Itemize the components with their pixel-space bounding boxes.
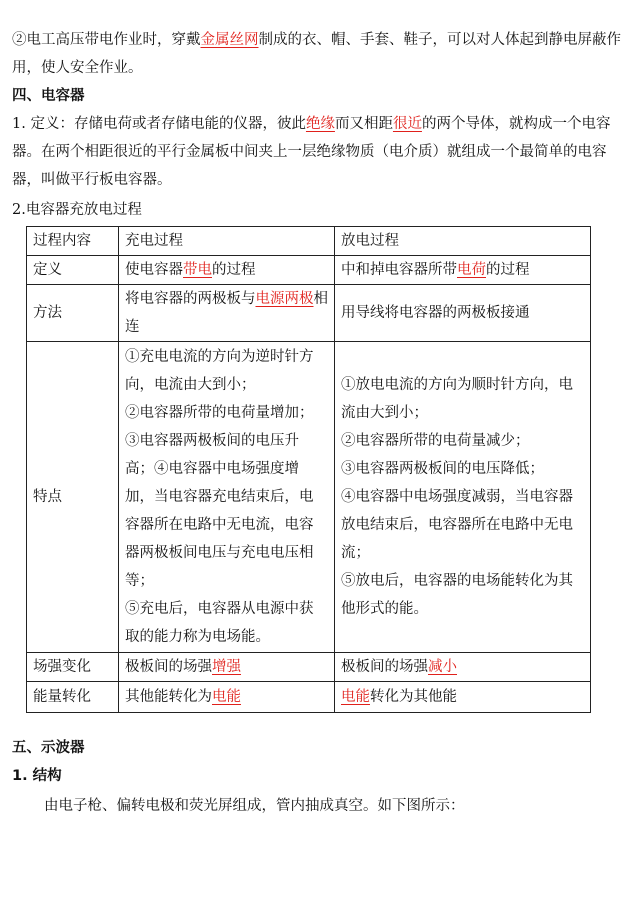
discharge-energy-term: 电能 bbox=[341, 689, 370, 705]
table-row-energy bbox=[27, 682, 591, 713]
table-row-features bbox=[27, 342, 591, 653]
discharge-feature-line: 他形式的能。 bbox=[341, 601, 428, 617]
table-header-row bbox=[27, 227, 591, 256]
charge-def-term: 带电 bbox=[183, 262, 212, 278]
discharge-def-pre: 中和掉电容器所带 bbox=[341, 262, 457, 278]
charge-feature-line: ③电容器两极板间的电压升 bbox=[125, 433, 299, 449]
charge-energy-cell bbox=[119, 682, 335, 713]
section-capacitor-heading: 四、电容器 bbox=[12, 88, 85, 104]
discharge-def-term: 电荷 bbox=[457, 262, 486, 278]
charge-method-pre: 将电容器的两极板与 bbox=[125, 291, 256, 307]
row-label-definition: 定义 bbox=[27, 256, 119, 285]
charge-feature-line: 容器所在电路中无电流，电容 bbox=[125, 517, 314, 533]
charge-method-cell bbox=[119, 285, 335, 342]
charge-field-term: 增强 bbox=[212, 659, 241, 675]
discharge-feature-line: 放电结束后，电容器所在电路中无电 bbox=[341, 517, 573, 533]
discharge-feature-line: 流由大到小； bbox=[341, 405, 428, 421]
charge-field-cell bbox=[119, 653, 335, 682]
discharge-method-cell: 用导线将电容器的两极板接通 bbox=[335, 285, 591, 342]
charge-energy-pre: 其他能转化为 bbox=[125, 689, 212, 705]
charge-energy-term: 电能 bbox=[212, 689, 241, 705]
header-process-content: 过程内容 bbox=[27, 227, 119, 256]
discharge-feature-line: ①放电电流的方向为顺时针方向，电 bbox=[341, 377, 573, 393]
charge-method-term: 电源两极 bbox=[255, 291, 314, 307]
charge-features-cell bbox=[119, 342, 335, 653]
table-row-definition bbox=[27, 256, 591, 285]
charge-feature-line: ②电容器所带的电荷量增加； bbox=[125, 405, 314, 421]
table-row-method bbox=[27, 285, 591, 342]
discharge-field-pre: 极板间的场强 bbox=[341, 659, 428, 675]
discharge-feature-line: ③电容器两极板间的电压降低； bbox=[341, 461, 544, 477]
discharge-feature-line: 流； bbox=[341, 545, 370, 561]
definition-text-start: 1. 定义：存储电荷或者存储电能的仪器，彼此 bbox=[12, 116, 306, 132]
charge-feature-line: 等； bbox=[125, 573, 154, 589]
capacitor-definition bbox=[12, 110, 621, 194]
charge-feature-line: ①充电电流的方向为逆时针方 bbox=[125, 349, 314, 365]
table-row-field bbox=[27, 653, 591, 682]
structure-description: 由电子枪、偏转电极和荧光屏组成，管内抽成真空。如下图所示： bbox=[44, 798, 465, 814]
discharge-energy-post: 转化为其他能 bbox=[370, 689, 457, 705]
discharge-feature-line: ⑤放电后，电容器的电场能转化为其 bbox=[341, 573, 573, 589]
charge-field-pre: 极板间的场强 bbox=[125, 659, 212, 675]
process-subtitle: 2.电容器充放电过程 bbox=[12, 202, 142, 218]
shield-text-start: ②电工高压带电作业时，穿戴 bbox=[12, 32, 201, 48]
row-label-energy: 能量转化 bbox=[27, 682, 119, 713]
charge-def-pre: 使电容器 bbox=[125, 262, 183, 278]
charge-discharge-table bbox=[26, 226, 591, 713]
charge-feature-line: ⑤充电后，电容器从电源中获 bbox=[125, 601, 314, 617]
charge-method-post: 相连 bbox=[125, 291, 328, 335]
discharge-feature-line: ④电容器中电场强度减弱，当电容器 bbox=[341, 489, 573, 505]
definition-text-end: 的两个导体，就构成一个电容器。在两个相距很近的平行金属板中间夹上一层绝缘物质（电介质）就组成一个最简单的电容器，叫做平行板电容器。 bbox=[12, 116, 611, 188]
charge-feature-line: 加，当电容器充电结束后，电 bbox=[125, 489, 314, 505]
shield-text-end: 制成的衣、帽、手套、鞋子，可以对人体起到静电屏蔽作用，使人安全作业。 bbox=[12, 32, 621, 76]
shield-paragraph bbox=[12, 26, 621, 82]
discharge-field-term: 减小 bbox=[428, 659, 457, 675]
charge-feature-line: 取的能力称为电场能。 bbox=[125, 629, 270, 645]
charge-feature-line: 器两极板间电压与充电电压相 bbox=[125, 545, 314, 561]
discharge-features-cell bbox=[335, 342, 591, 653]
insulated-term: 绝缘 bbox=[305, 116, 335, 132]
charge-definition-cell bbox=[119, 256, 335, 285]
row-label-method: 方法 bbox=[27, 285, 119, 342]
charge-def-post: 的过程 bbox=[212, 262, 256, 278]
header-discharge: 放电过程 bbox=[335, 227, 591, 256]
discharge-definition-cell bbox=[335, 256, 591, 285]
charge-feature-line: 高；④电容器中电场强度增 bbox=[125, 461, 299, 477]
definition-text-mid: 而又相距 bbox=[334, 116, 393, 132]
discharge-energy-cell bbox=[335, 682, 591, 713]
discharge-def-post: 的过程 bbox=[486, 262, 530, 278]
row-label-features: 特点 bbox=[27, 342, 119, 653]
close-term: 很近 bbox=[392, 116, 422, 132]
row-label-field: 场强变化 bbox=[27, 653, 119, 682]
charge-feature-line: 向，电流由大到小； bbox=[125, 377, 256, 393]
header-charge: 充电过程 bbox=[119, 227, 335, 256]
discharge-field-cell bbox=[335, 653, 591, 682]
discharge-feature-line: ②电容器所带的电荷量减少； bbox=[341, 433, 530, 449]
section-oscilloscope-heading: 五、示波器 bbox=[12, 740, 85, 756]
structure-heading: 1. 结构 bbox=[12, 768, 62, 784]
metal-mesh-term: 金属丝网 bbox=[200, 32, 259, 48]
